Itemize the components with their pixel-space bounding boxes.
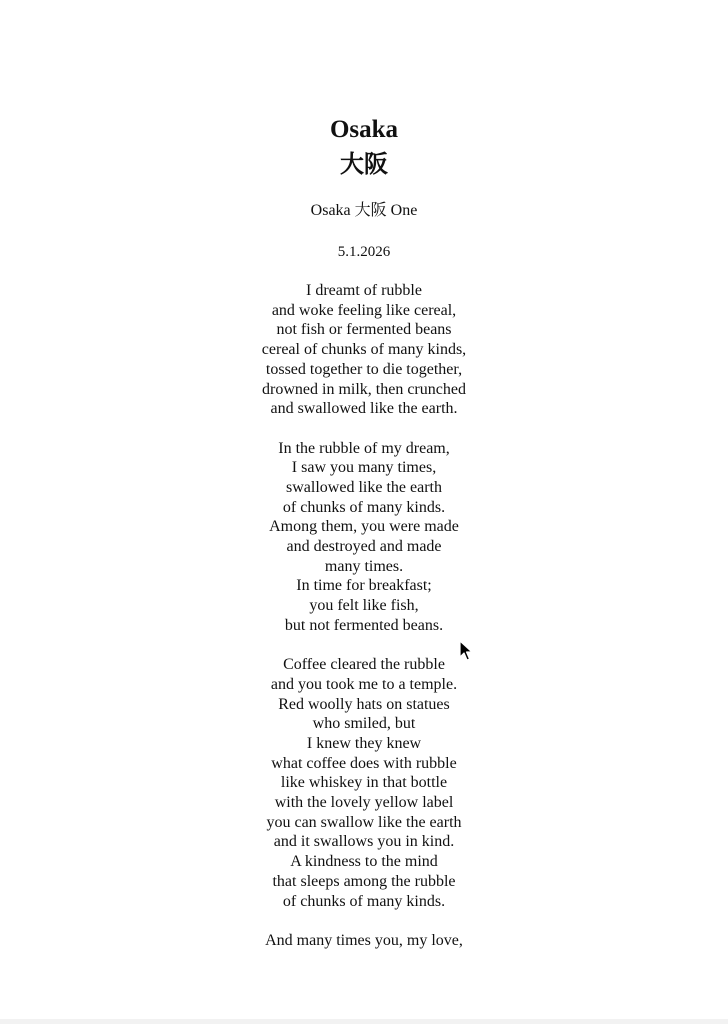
poem-line: I saw you many times, <box>291 459 437 477</box>
poem-line: but not fermented beans. <box>284 616 444 634</box>
poem-line: drowned in milk, then crunched <box>262 380 466 398</box>
poem-line: what coffee does with rubble <box>271 754 457 772</box>
poem-line: and you took me to a temple. <box>270 675 458 693</box>
poem-line: that sleeps among the rubble <box>272 872 456 890</box>
stanza-2 <box>0 439 728 636</box>
poem-line: tossed together to die together, <box>265 360 463 378</box>
poem-line: and destroyed and made <box>286 538 442 556</box>
poem-line: In the rubble of my dream, <box>278 439 450 457</box>
bottom-edge <box>0 1019 728 1024</box>
poem-line: Coffee cleared the rubble <box>283 656 445 674</box>
poem-line: swallowed like the earth <box>286 478 442 496</box>
poem-line: you felt like fish, <box>309 597 419 615</box>
poem-line: and it swallows you in kind. <box>273 833 455 851</box>
poem-line: I dreamt of rubble <box>306 282 422 299</box>
poem-line: like whiskey in that bottle <box>280 774 448 792</box>
poem-date: 5.1.2026 <box>337 244 391 260</box>
poem-line: of chunks of many kinds. <box>282 498 446 516</box>
poem-line: I knew they knew <box>306 734 422 752</box>
poem-line: many times. <box>324 557 404 575</box>
stanza-3 <box>0 655 728 911</box>
poem-line: Red woolly hats on statues <box>278 695 450 713</box>
poem-line: who smiled, but <box>312 715 416 733</box>
poem-title: Osaka <box>329 116 399 143</box>
poem-line: A kindness to the mind <box>290 853 438 871</box>
poem-title-cjk: 大阪 <box>340 150 388 178</box>
poem-line: And many times you, my love, <box>265 931 463 949</box>
poem-line: cereal of chunks of many kinds, <box>261 341 467 359</box>
stanza-1 <box>0 281 728 419</box>
poem-line: not fish or fermented beans <box>276 321 452 339</box>
poem-body <box>0 281 728 970</box>
mouse-pointer-icon <box>459 640 473 662</box>
poem-line: Among them, you were made <box>269 518 459 536</box>
poem-line: and swallowed like the earth. <box>270 400 458 418</box>
poem-line: In time for breakfast; <box>296 577 432 595</box>
poem-line: of chunks of many kinds. <box>282 892 446 910</box>
stanza-4 <box>0 931 728 951</box>
poem-subtitle: Osaka 大阪 One <box>310 202 418 219</box>
poem-line: with the lovely yellow label <box>274 794 454 812</box>
poem-line: and woke feeling like cereal, <box>271 301 457 319</box>
poem-line: you can swallow like the earth <box>266 813 462 831</box>
